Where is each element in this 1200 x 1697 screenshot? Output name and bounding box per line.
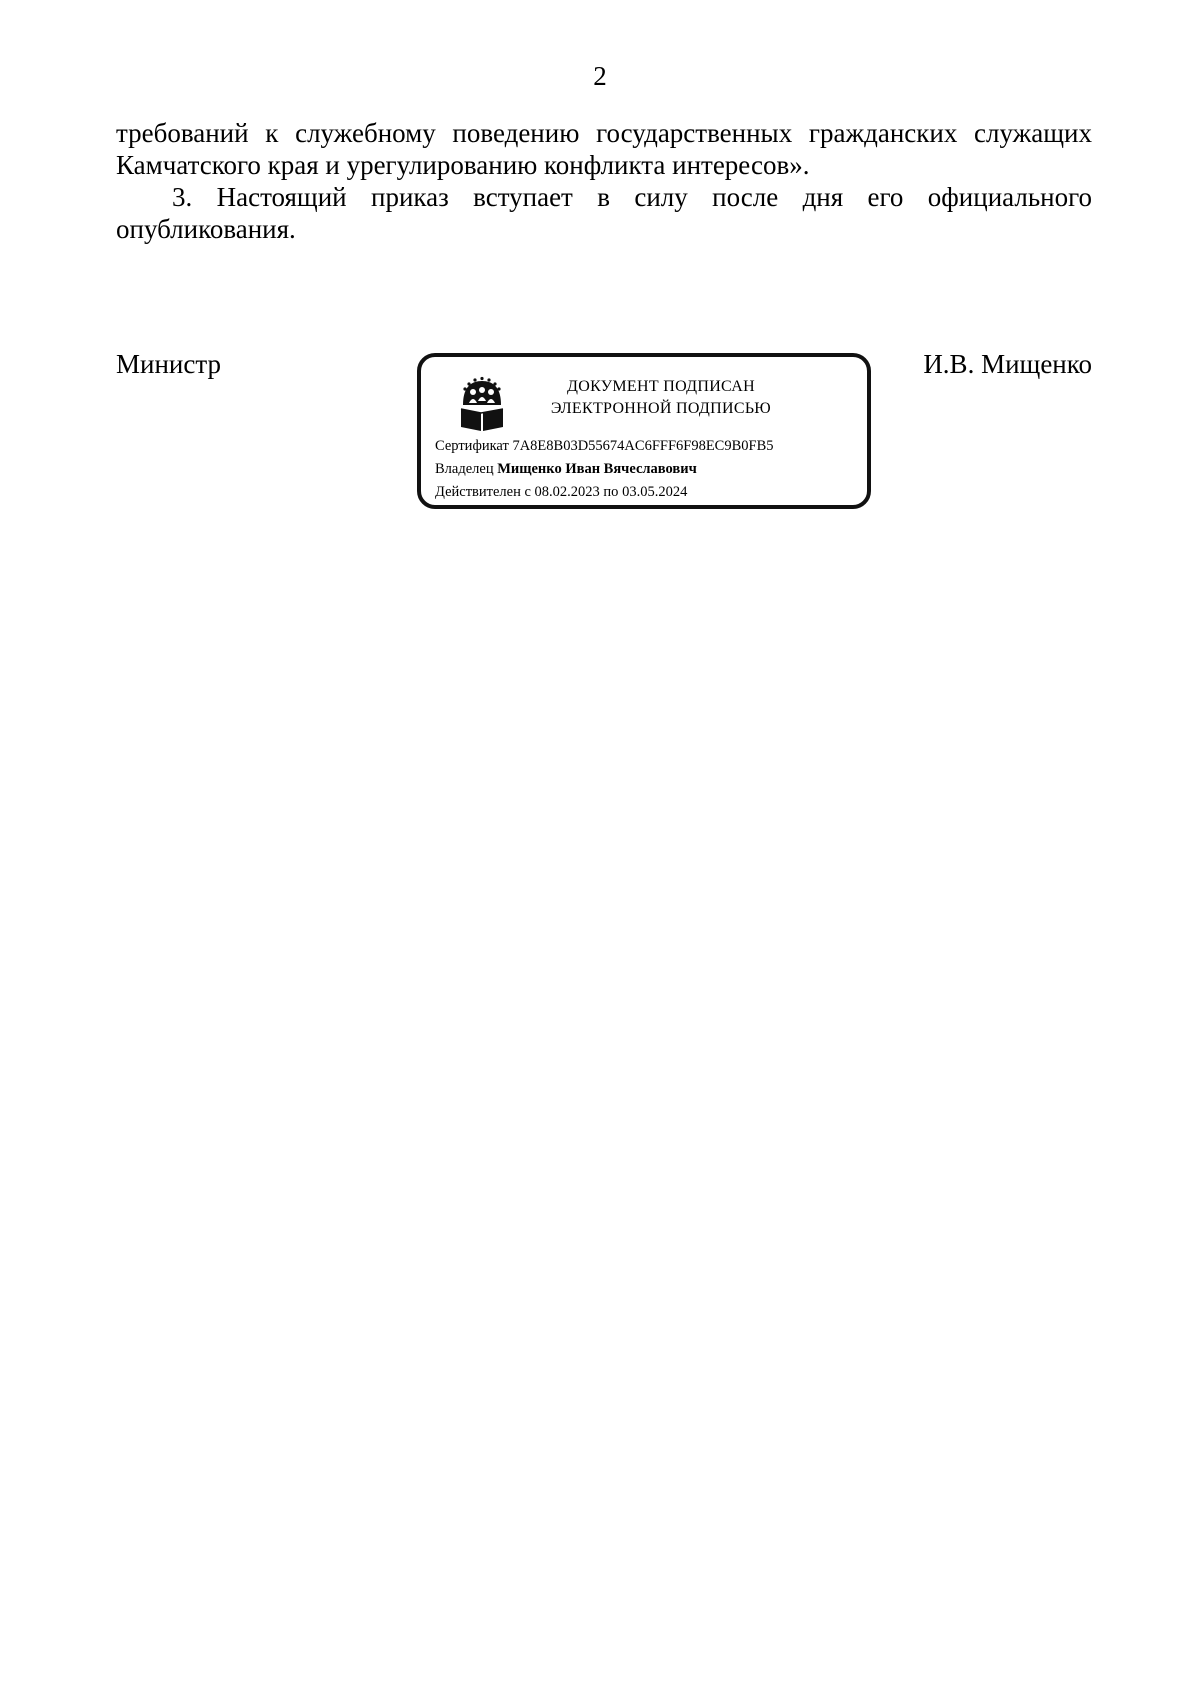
paragraph-continuation: требований к служебному поведению государственных гражданских служащих Камчатского края и урегулированию конфликта интересов».: [116, 118, 1092, 180]
valid-to-label: по: [603, 484, 619, 500]
certificate-value: 7A8E8B03D55674AC6FFF6F98EC9B0FB5: [512, 438, 774, 454]
signature-name: И.В. Мищенко: [923, 349, 1092, 379]
stamp-validity-line: [435, 483, 687, 501]
stamp-title-line-2: ЭЛЕКТРОННОЙ ПОДПИСЬЮ: [550, 400, 772, 417]
kamchatka-emblem-icon: [457, 375, 507, 435]
stamp-title: [521, 376, 801, 420]
signature-role: Министр: [116, 349, 221, 379]
paragraph-item-3: 3. Настоящий приказ вступает в силу после дня его официального опубликования.: [116, 182, 1092, 244]
valid-to: 03.05.2024: [622, 484, 688, 500]
stamp-certificate-line: [435, 437, 774, 455]
valid-label: Действителен с: [435, 484, 531, 500]
certificate-label: Сертификат: [435, 438, 509, 454]
stamp-title-line-1: ДОКУМЕНТ ПОДПИСАН: [567, 378, 755, 395]
document-body: [116, 117, 1092, 245]
owner-label: Владелец: [435, 461, 494, 477]
owner-value: Мищенко Иван Вячеславович: [497, 461, 697, 477]
page-number: 2: [593, 61, 607, 91]
stamp-owner-line: [435, 460, 697, 478]
electronic-signature-stamp: [417, 353, 871, 509]
valid-from: 08.02.2023: [534, 484, 600, 500]
